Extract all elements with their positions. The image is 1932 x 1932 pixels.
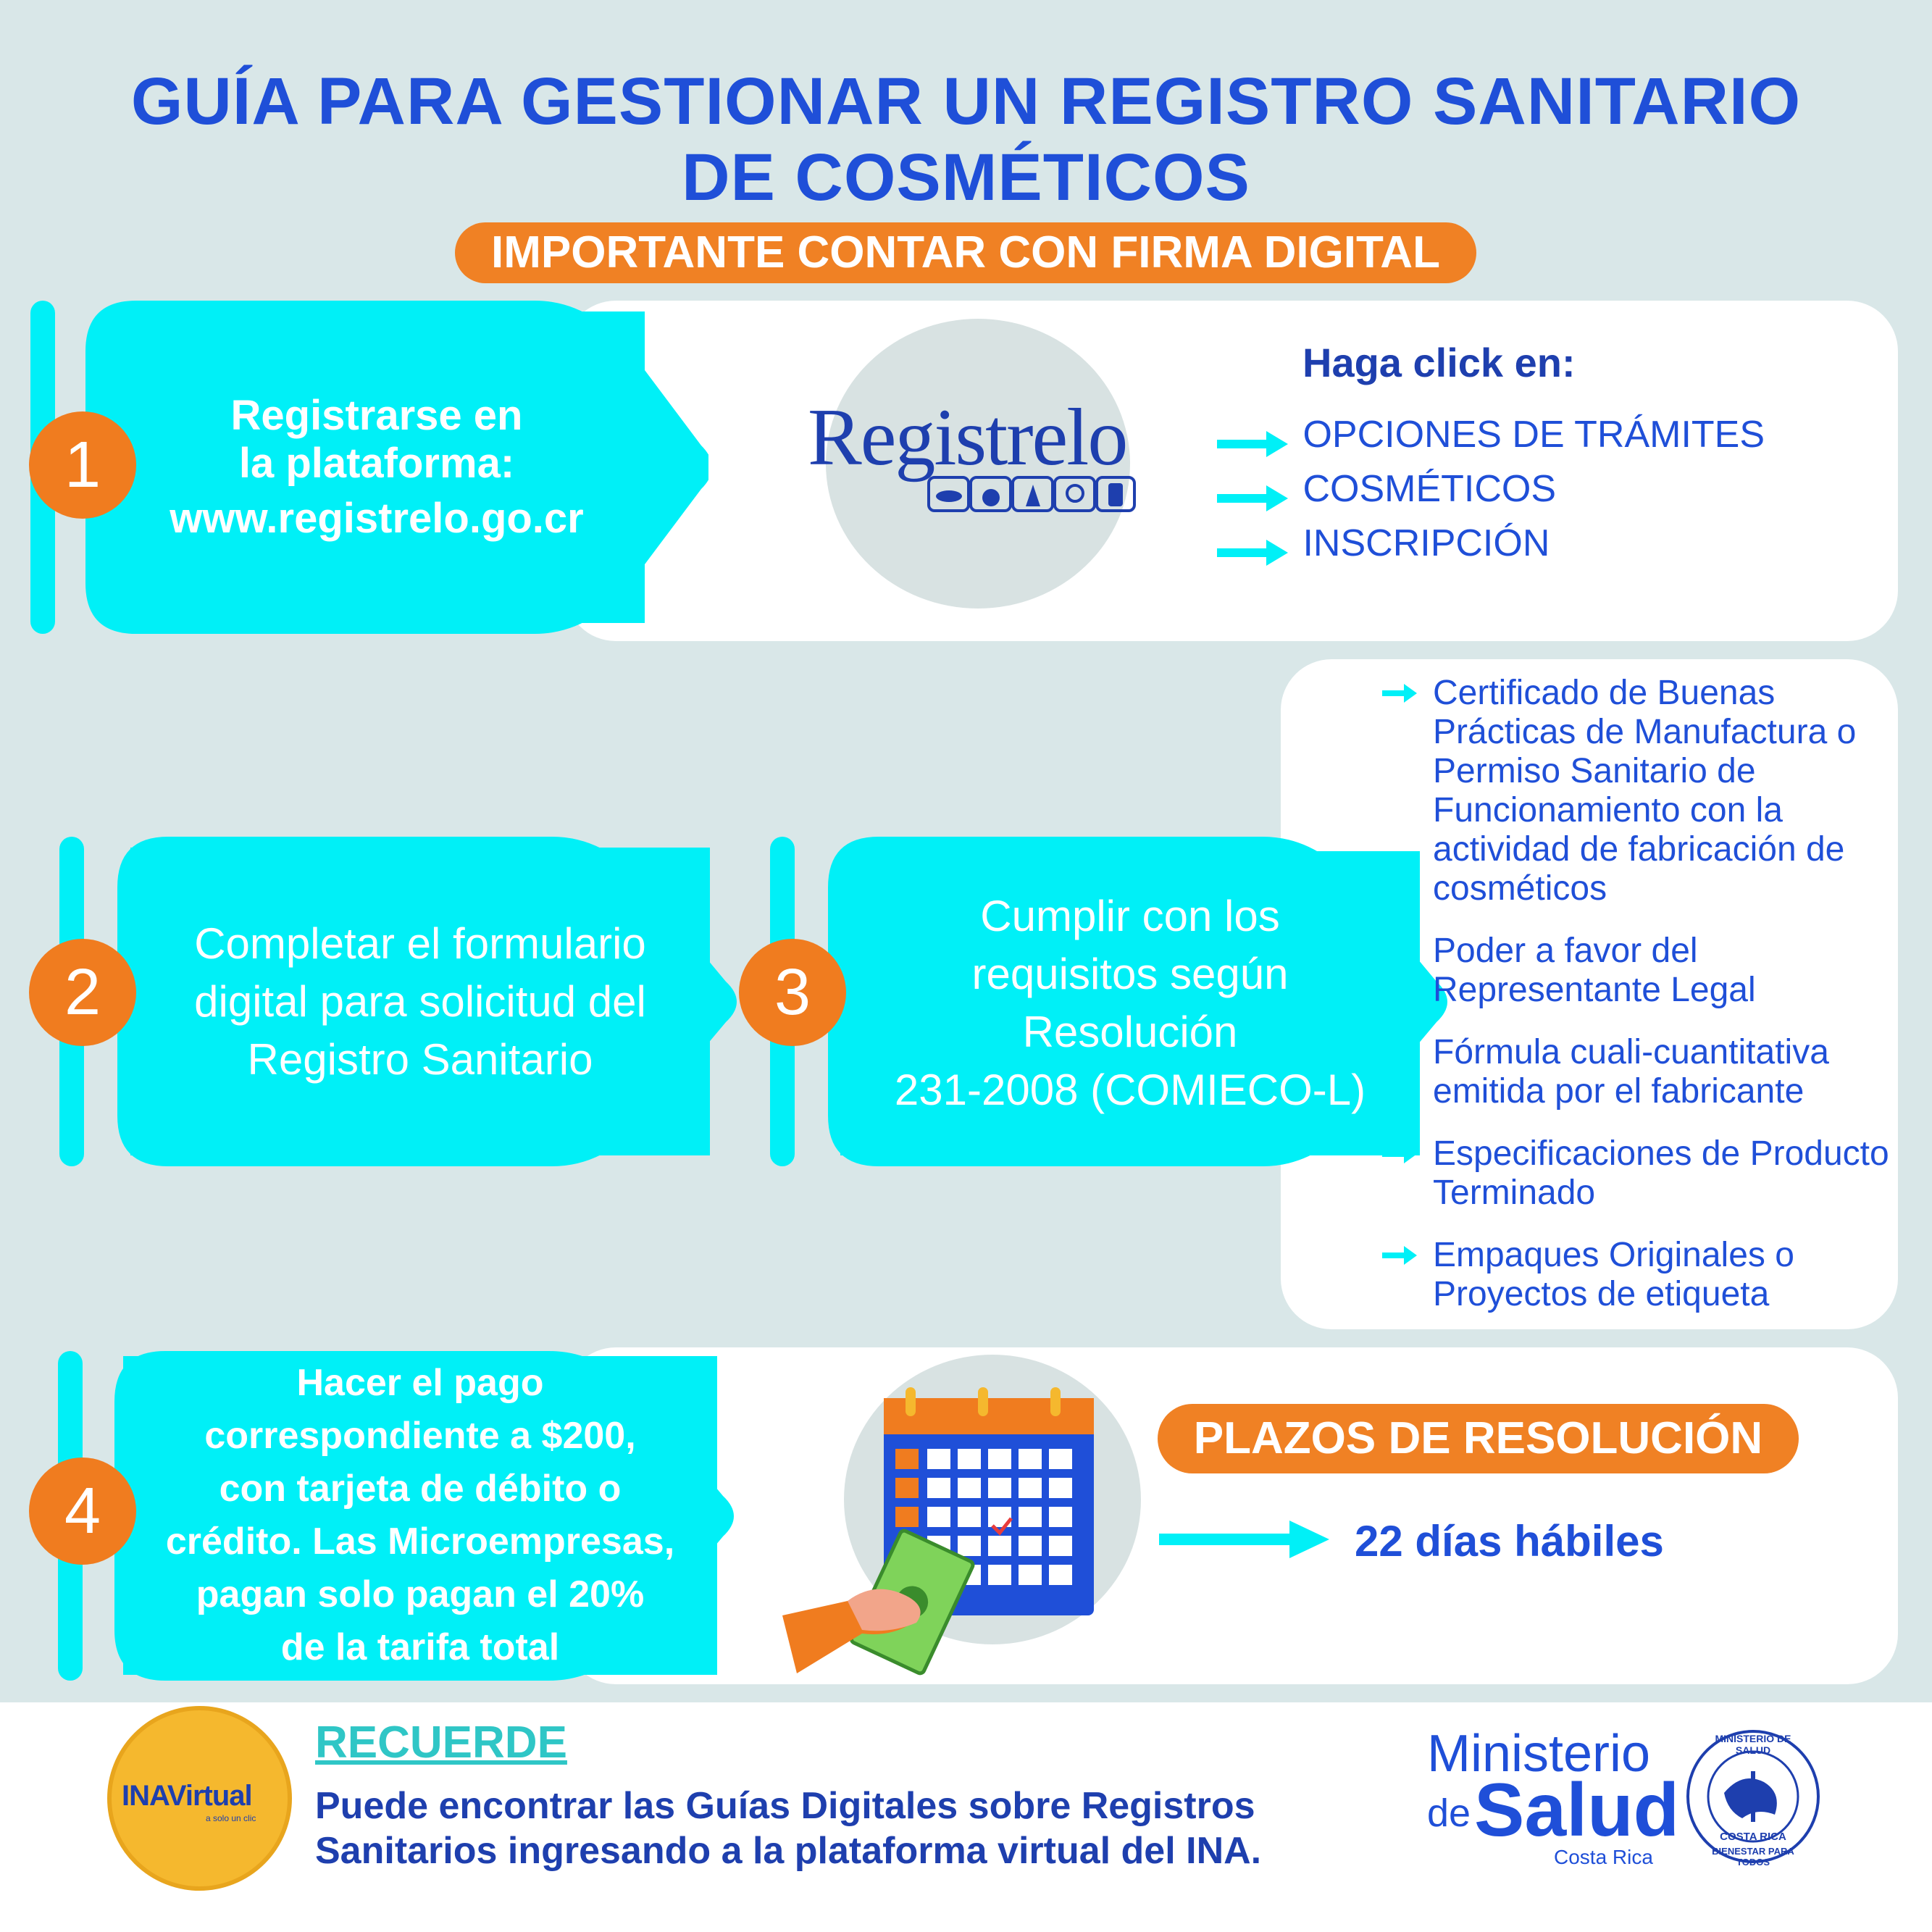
- firma-digital-notice: [455, 222, 1476, 283]
- step4-line2: correspondiente a $200,: [204, 1415, 636, 1457]
- registrelo-logo: Registrelo: [808, 393, 1127, 482]
- click-option-2: [1217, 467, 1556, 513]
- step4-line3: con tarjeta de débito o: [219, 1468, 622, 1510]
- requirement-text: Certificado de Buenas Prácticas de Manufactura o Permiso Sanitario de Funcionamiento con la actividad de fabricación de cosméticos: [1433, 674, 1857, 908]
- step4-line1: Hacer el pago: [296, 1362, 544, 1404]
- step1-text: [109, 311, 645, 623]
- seal-country-text: COSTA RICA: [1720, 1831, 1786, 1843]
- step2-number: 2: [29, 939, 136, 1046]
- step3-text: [840, 851, 1420, 1155]
- click-option-1: [1217, 413, 1765, 459]
- step2-text: [130, 848, 710, 1155]
- requirement-text: Poder a favor del Representante Legal: [1433, 932, 1756, 1009]
- ina-logo-text: INAVirtual: [122, 1780, 252, 1812]
- requirement-text: Especificaciones de Producto Terminado: [1433, 1134, 1889, 1212]
- arrow-right-icon: [1382, 1143, 1418, 1165]
- recuerde-heading: RECUERDE: [315, 1718, 567, 1768]
- arrow-right-icon: [1217, 430, 1289, 459]
- step4-number: 4: [29, 1458, 136, 1565]
- step2-line3: Registro Sanitario: [247, 1034, 593, 1084]
- footer-message-line1: Puede encontrar las Guías Digitales sobre Registros: [315, 1785, 1255, 1827]
- click-heading: Haga click en:: [1302, 340, 1576, 385]
- step1-line2: la plataforma:: [238, 440, 515, 487]
- arrow-right-icon: [1159, 1518, 1333, 1561]
- step3-line2: requisitos según: [971, 950, 1289, 998]
- step4-line6: de la tarifa total: [280, 1626, 560, 1668]
- requirement-item: [1427, 932, 1891, 1010]
- plazos-value: 22 días hábiles: [1355, 1517, 1664, 1565]
- step4-text: [123, 1356, 717, 1675]
- step4-card: [565, 1347, 1898, 1684]
- requirement-text: Empaques Originales o Proyectos de etiqueta: [1433, 1236, 1794, 1313]
- step1-line1: Registrarse en: [230, 392, 523, 439]
- arrow-right-icon: [1217, 484, 1289, 513]
- step1-number: 1: [29, 411, 136, 519]
- step4-line5: pagan solo pagan el 20%: [196, 1573, 645, 1615]
- step3-line3: Resolución: [1022, 1008, 1238, 1056]
- plazos-title: PLAZOS DE RESOLUCIÓN: [1158, 1404, 1799, 1473]
- step1-url: www.registrelo.go.cr: [170, 495, 584, 542]
- click-option-3: [1217, 522, 1550, 567]
- ministry-line1: Ministerio: [1427, 1725, 1651, 1783]
- ina-tagline: a solo un clic: [206, 1813, 256, 1823]
- requirement-item: [1427, 1236, 1891, 1314]
- requirement-item: [1427, 1033, 1891, 1111]
- requirement-text: Fórmula cuali-cuantitativa emitida por el fabricante: [1433, 1033, 1829, 1111]
- arrow-right-icon: [1382, 682, 1418, 704]
- step2-line2: digital para solicitud del: [194, 977, 646, 1026]
- calendar-payment-icon: [782, 1384, 1101, 1681]
- ministry-country: Costa Rica: [1554, 1846, 1653, 1868]
- arrow-right-icon: [1217, 538, 1289, 567]
- ina-logo[interactable]: [107, 1706, 292, 1891]
- ministry-de: de: [1427, 1791, 1471, 1835]
- click-option-label: COSMÉTICOS: [1302, 468, 1557, 510]
- click-option-label: INSCRIPCIÓN: [1302, 522, 1550, 564]
- step2-line1: Completar el formulario: [194, 919, 646, 968]
- notice-prefix: IMPORTANTE CONTAR CON: [491, 227, 1111, 277]
- step4-line4: crédito. Las Microempresas,: [165, 1521, 675, 1563]
- seal-top-text: MINISTERIO DE SALUD: [1715, 1733, 1791, 1756]
- arrow-right-icon: [1382, 1245, 1418, 1266]
- requirements-list: [1427, 674, 1891, 1314]
- arrow-right-icon: [1382, 940, 1418, 962]
- footer-message: [315, 1783, 1261, 1873]
- step3-number: 3: [739, 939, 846, 1046]
- step3-line1: Cumplir con los: [980, 892, 1280, 940]
- click-option-label: OPCIONES DE TRÁMITES: [1302, 414, 1765, 456]
- step3-line4: 231-2008 (COMIECO-L): [894, 1066, 1366, 1114]
- notice-bold: FIRMA DIGITAL: [1111, 227, 1440, 277]
- seal-bottom-text: BIENESTAR PARA TODOS: [1712, 1846, 1794, 1868]
- requirement-item: [1427, 1134, 1891, 1213]
- registrelo-icons: [927, 474, 1137, 514]
- requirement-item: [1427, 674, 1891, 908]
- page-title-line2: DE COSMÉTICOS: [682, 141, 1250, 214]
- page-title-line1: GUÍA PARA GESTIONAR UN REGISTRO SANITARIO: [130, 64, 1802, 138]
- ministry-salud: Salud: [1474, 1768, 1680, 1852]
- footer-message-line2: Sanitarios ingresando a la plataforma virtual del INA.: [315, 1830, 1262, 1872]
- arrow-right-icon: [1382, 1042, 1418, 1063]
